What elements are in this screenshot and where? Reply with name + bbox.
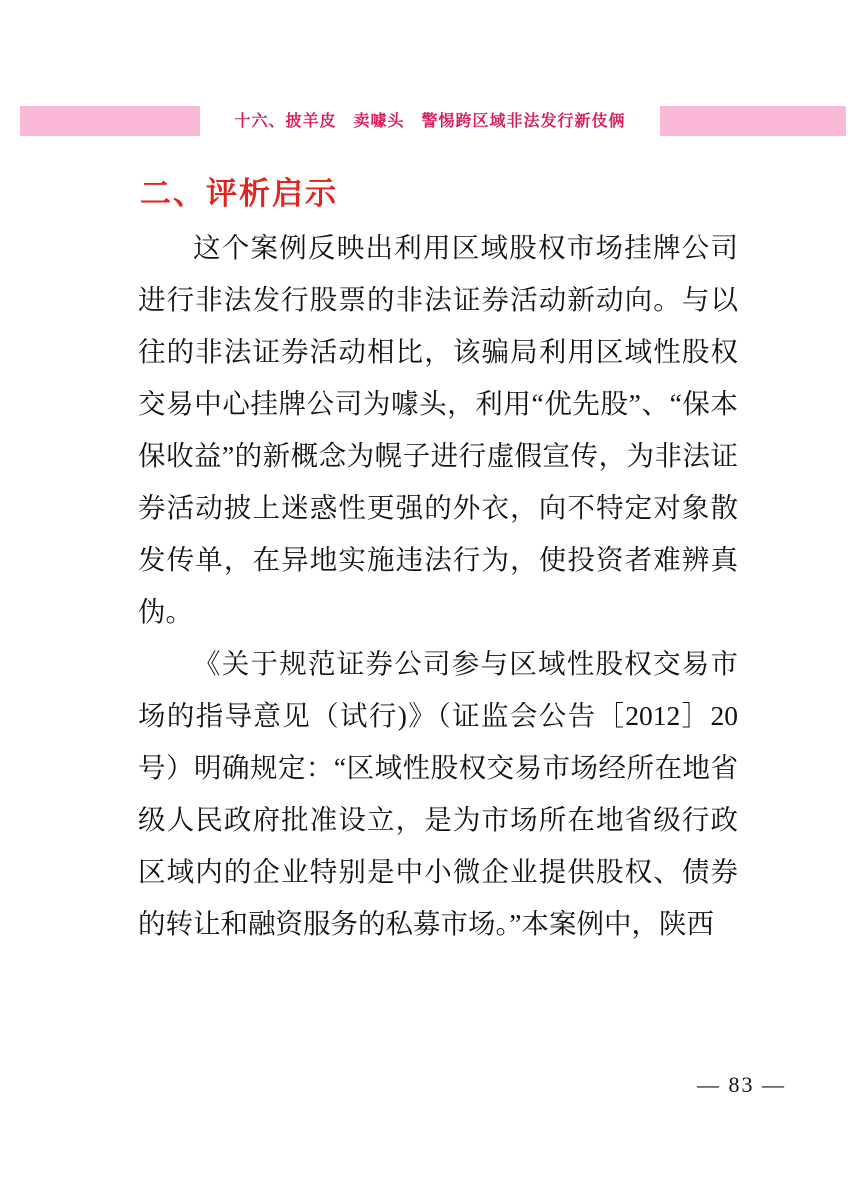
header-band-right [660,106,846,136]
body-text [138,222,738,950]
running-header [20,106,846,136]
section-heading: 二、评析启示 [140,176,338,212]
header-band-left [20,106,200,136]
paragraph-1: 这个案例反映出利用区域股权市场挂牌公司进行非法发行股票的非法证券活动新动向。与以往的非法证券活动相比，该骗局利用区域性股权交易中心挂牌公司为噱头，利用“优先股”、“保本保收益”的新概念为幌子进行虚假宣传，为非法证券活动披上迷惑性更强的外衣，向不特定对象散发传单，在异地实施违法行为，使投资者难辨真伪。 [138,232,738,627]
page-number: — 83 — [697,1072,786,1097]
paragraph-2: 《关于规范证券公司参与区域性股权交易市场的指导意见（试行)》（证监会公告［2012］20 号）明确规定：“区域性股权交易市场经所在地省级人民政府批准设立，是为市场所在地省级行政区域内的企业特别是中小微企业提供股权、债券的转让和融资服务的私募市场。”本案例中，陕西 [138,648,738,939]
header-title: 十六、披羊皮 卖噱头 警惕跨区域非法发行新伎俩 [234,111,626,130]
